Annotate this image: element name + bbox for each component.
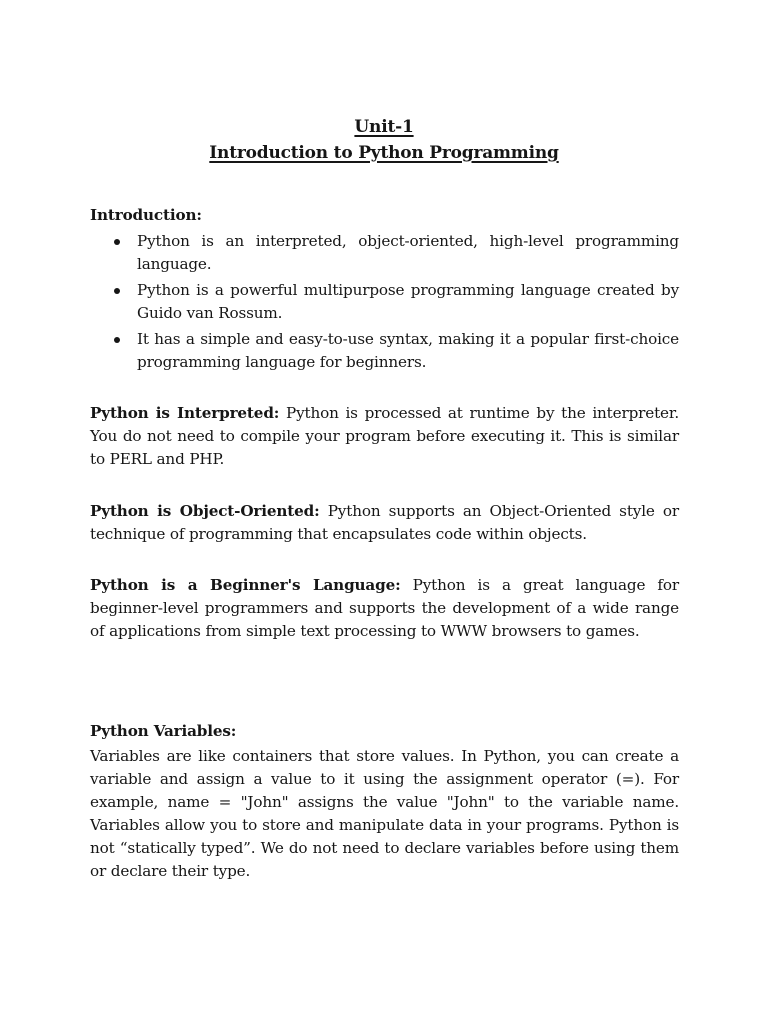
interpreted-text: Python is processed at runtime by the interpreter. You do not need to compile your program before executing it. This is similar to PERL and PHP. — [90, 404, 679, 468]
interpreted-heading: Python is Interpreted: — [90, 404, 280, 422]
object-oriented-text: Python supports an Object-Oriented style or technique of programming that encapsulates code within objects. — [90, 502, 680, 543]
bullet-icon — [114, 337, 120, 343]
unit-title: Unit-1 — [354, 117, 414, 137]
variables-section — [90, 720, 679, 883]
introduction-list — [90, 230, 679, 374]
page-title: Introduction to Python Programming — [209, 143, 559, 163]
beginner-heading: Python is a Beginner's Language: — [90, 576, 401, 594]
object-oriented-heading: Python is Object-Oriented: — [90, 502, 320, 520]
title-block — [0, 114, 768, 166]
introduction-section — [90, 204, 679, 377]
introduction-heading: Introduction: — [90, 206, 202, 224]
bullet-icon — [114, 239, 120, 245]
list-item — [137, 279, 679, 325]
list-item-text: It has a simple and easy-to-use syntax, making it a popular first-choice programming language for beginners. — [137, 330, 679, 371]
list-item — [137, 230, 679, 276]
interpreted-section — [90, 402, 679, 471]
list-item-text: Python is an interpreted, object-oriented, high-level programming language. — [137, 232, 679, 273]
beginner-text: Python is a great language for beginner-level programmers and supports the development of a wide range of applications from simple text processing to WWW browsers to games. — [90, 576, 679, 640]
beginner-section — [90, 574, 679, 643]
variables-heading: Python Variables: — [90, 722, 237, 740]
bullet-icon — [114, 288, 120, 294]
object-oriented-section — [90, 500, 679, 546]
interpreted-paragraph — [90, 402, 679, 471]
object-oriented-paragraph — [90, 500, 679, 546]
beginner-paragraph — [90, 574, 679, 643]
list-item-text: Python is a powerful multipurpose programming language created by Guido van Rossum. — [137, 281, 679, 322]
list-item — [137, 328, 679, 374]
variables-paragraph: Variables are like containers that store values. In Python, you can create a variable and assign a value to it using the assignment operator (=). For example, name = "John" assigns the value "John" to the variable name. Variables allow you to store and manipulate data in your programs. Python is not “statically typed”. We do not need to declare variables before using them or declare their type. — [90, 747, 679, 880]
